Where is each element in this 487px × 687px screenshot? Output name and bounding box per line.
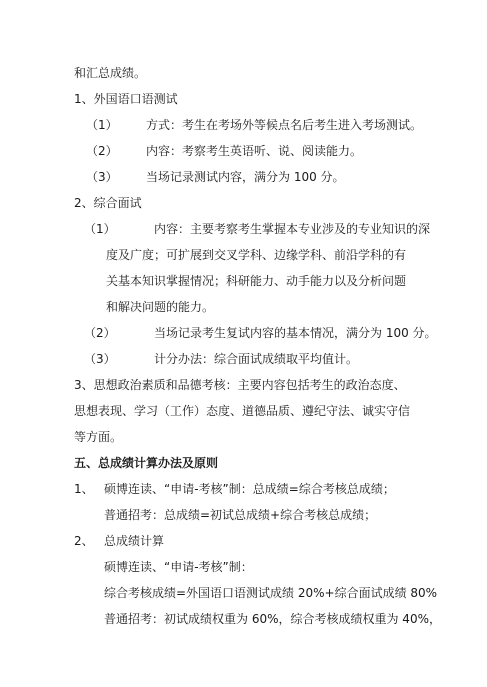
section-title-interview: 2、综合面试 bbox=[74, 196, 142, 210]
list-item bbox=[84, 220, 487, 238]
paragraph-line: 等方面。 bbox=[74, 430, 123, 444]
item-text-continued: 度及广度；可扩展到交叉学科、边缘学科、前沿学科的有 bbox=[106, 248, 407, 262]
item-number: （3） bbox=[86, 170, 118, 184]
item-subtext: 综合考核成绩=外国语口语测试成绩 20%+综合面试成绩 80% bbox=[104, 586, 438, 600]
list-item bbox=[86, 168, 487, 186]
item-text: 总成绩计算 bbox=[104, 534, 165, 548]
item-text: 当场记录考生复试内容的基本情况，满分为 100 分。 bbox=[154, 326, 437, 340]
item-text: 内容：考察考生英语听、说、阅读能力。 bbox=[146, 144, 363, 158]
item-number: （2） bbox=[86, 144, 118, 158]
item-text: 硕博连读、“申请-考核”制：总成绩=综合考核总成绩； bbox=[104, 482, 395, 496]
item-text: 当场记录测试内容，满分为 100 分。 bbox=[146, 170, 345, 184]
item-number: 1、 bbox=[74, 482, 94, 496]
list-item bbox=[74, 532, 487, 550]
paragraph-line: 思想表现、学习（工作）态度、道德品质、遵纪守法、诚实守信 bbox=[74, 404, 411, 418]
list-item bbox=[84, 324, 487, 342]
list-item bbox=[86, 142, 487, 160]
intro-text: 和汇总成绩。 bbox=[74, 66, 147, 80]
item-text: 计分办法：综合面试成绩取平均值计。 bbox=[154, 352, 359, 366]
item-subtext: 普通招考：总成绩=初试总成绩+综合考核总成绩； bbox=[104, 508, 377, 522]
item-subtext: 普通招考：初试成绩权重为 60%，综合考核成绩权重为 40%， bbox=[104, 612, 441, 626]
item-text: 方式：考生在考场外等候点名后考生进入考场测试。 bbox=[146, 118, 423, 132]
list-item bbox=[86, 116, 487, 134]
item-text-continued: 关基本知识掌握情况；科研能力、动手能力以及分析问题 bbox=[106, 274, 407, 288]
item-number: （3） bbox=[84, 352, 116, 366]
list-item bbox=[84, 350, 487, 368]
item-number: （2） bbox=[84, 326, 116, 340]
item-number: （1） bbox=[84, 222, 116, 236]
item-number: （1） bbox=[86, 118, 118, 132]
list-item bbox=[74, 480, 487, 498]
section-title-political: 3、思想政治素质和品德考核：主要内容包括考生的政治态度、 bbox=[74, 378, 406, 392]
section-title-oral-test: 1、外国语口语测试 bbox=[74, 92, 178, 106]
heading-total-score: 五、总成绩计算办法及原则 bbox=[74, 456, 219, 470]
item-number: 2、 bbox=[74, 534, 94, 548]
item-text: 内容：主要考察考生掌握本专业涉及的专业知识的深 bbox=[154, 222, 431, 236]
item-subtext: 硕博连读、“申请-考核”制： bbox=[104, 560, 253, 574]
item-text-continued: 和解决问题的能力。 bbox=[106, 300, 215, 314]
